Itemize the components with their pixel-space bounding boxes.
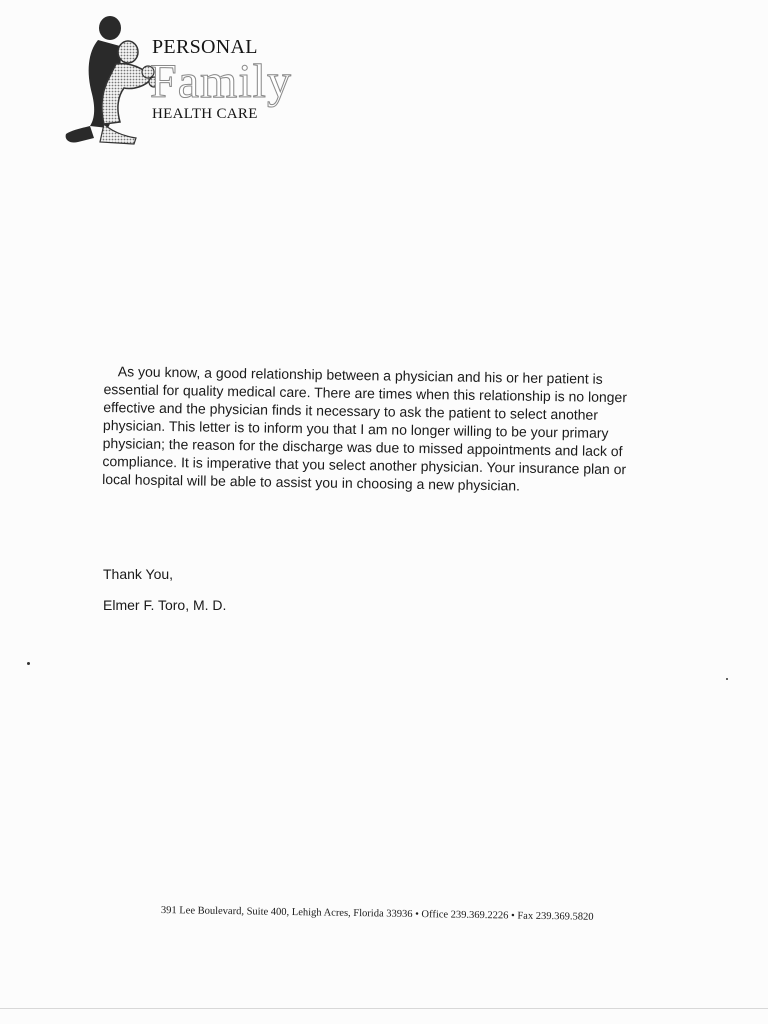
brand-name-personal: PERSONAL bbox=[152, 36, 258, 58]
letterhead bbox=[60, 12, 320, 152]
letter-body bbox=[102, 362, 638, 496]
parent-and-child-logo-icon bbox=[60, 12, 160, 147]
letter-paragraph: As you know, a good relationship between a physician and his or her patient is essential for quality medical care. There are times when this relationship is no longer effective and the physician finds it necessary to ask the patient to select another physician. This letter is to inform you that I am no longer willing to be your primary physician; the reason for the discharge was due to missed appointments and lack of compliance. It is imperative that you select another physician. Your insurance plan or local hospital will be able to assist you in choosing a new physician. bbox=[102, 363, 628, 494]
brand-name-health-care: HEALTH CARE bbox=[152, 106, 258, 122]
footer-address: 391 Lee Boulevard, Suite 400, Lehigh Acres, Florida 33936 • Office 239.369.2226 • Fax 239.369.5820 bbox=[160, 905, 594, 923]
scan-edge bbox=[0, 1008, 768, 1009]
brand-name-family: Family bbox=[150, 55, 293, 108]
scan-speck bbox=[27, 662, 30, 665]
scan-speck bbox=[726, 678, 728, 680]
letter-closing: Thank You, bbox=[103, 566, 174, 582]
letter-signature: Elmer F. Toro, M. D. bbox=[103, 597, 227, 613]
